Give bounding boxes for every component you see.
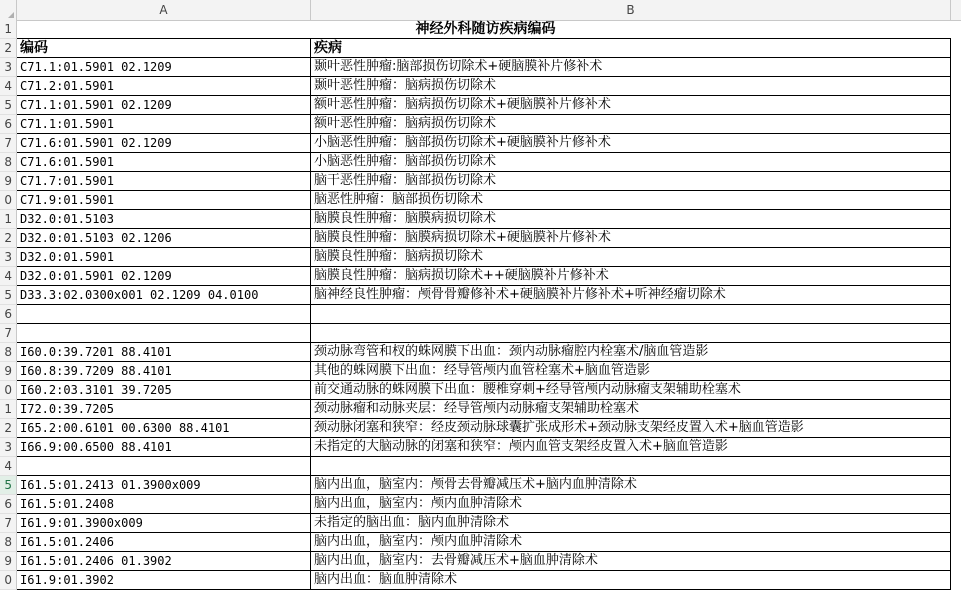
disease-header-cell[interactable]: 疾病: [311, 39, 951, 58]
cell-grid: [0, 20, 961, 590]
row-header[interactable]: 5: [0, 96, 17, 115]
disease-cell[interactable]: 未指定的大脑动脉的闭塞和狭窄：颅内血管支架经皮置入术+脑血管造影: [311, 438, 951, 457]
disease-cell[interactable]: 脑内出血，脑室内：颅内血肿清除术: [311, 495, 951, 514]
disease-cell[interactable]: 脑神经良性肿瘤：颅骨骨瓣修补术+硬脑膜补片修补术+听神经瘤切除术: [311, 286, 951, 305]
disease-cell[interactable]: 脑内出血，脑室内：颅骨去骨瓣减压术+脑内血肿清除术: [311, 476, 951, 495]
code-cell[interactable]: I61.9:01.3902: [17, 571, 311, 590]
table-row: [0, 77, 961, 96]
row-header[interactable]: 9: [0, 172, 17, 191]
code-cell[interactable]: C71.2:01.5901: [17, 77, 311, 96]
code-cell[interactable]: C71.6:01.5901 02.1209: [17, 134, 311, 153]
disease-cell[interactable]: 未指定的脑出血：脑内血肿清除术: [311, 514, 951, 533]
row-header[interactable]: 7: [0, 324, 17, 343]
row-header[interactable]: 9: [0, 552, 17, 571]
code-cell[interactable]: I61.5:01.2408: [17, 495, 311, 514]
disease-cell[interactable]: [311, 305, 951, 324]
row-header[interactable]: 1: [0, 210, 17, 229]
row-header[interactable]: 0: [0, 191, 17, 210]
disease-cell[interactable]: 脑膜良性肿瘤：脑膜病损切除术: [311, 210, 951, 229]
table-row: [0, 153, 961, 172]
code-cell[interactable]: I65.2:00.6101 00.6300 88.4101: [17, 419, 311, 438]
row-header[interactable]: 2: [0, 39, 17, 58]
disease-cell[interactable]: 脑干恶性肿瘤：脑部损伤切除术: [311, 172, 951, 191]
code-cell[interactable]: C71.1:01.5901 02.1209: [17, 96, 311, 115]
table-row: [0, 172, 961, 191]
row-header[interactable]: 4: [0, 457, 17, 476]
column-header-a[interactable]: A: [17, 0, 311, 20]
code-cell[interactable]: D32.0:01.5901: [17, 248, 311, 267]
select-all-corner[interactable]: [0, 0, 17, 20]
code-cell[interactable]: I66.9:00.6500 88.4101: [17, 438, 311, 457]
disease-cell[interactable]: 额叶恶性肿瘤：脑病损伤切除术+硬脑膜补片修补术: [311, 96, 951, 115]
disease-cell[interactable]: 颈动脉弯管和杈的蛛网膜下出血：颈内动脉瘤腔内栓塞术/脑血管造影: [311, 343, 951, 362]
row-header[interactable]: 1: [0, 400, 17, 419]
code-cell[interactable]: I61.5:01.2406: [17, 533, 311, 552]
table-row: [0, 381, 961, 400]
disease-cell[interactable]: 脑内出血，脑室内：颅内血肿清除术: [311, 533, 951, 552]
code-cell[interactable]: I60.2:03.3101 39.7205: [17, 381, 311, 400]
table-row: [0, 419, 961, 438]
code-cell[interactable]: C71.1:01.5901 02.1209: [17, 58, 311, 77]
code-cell[interactable]: I60.8:39.7209 88.4101: [17, 362, 311, 381]
disease-cell[interactable]: 颈动脉闭塞和狭窄：经皮颈动脉球囊扩张成形术+颈动脉支架经皮置入术+脑血管造影: [311, 419, 951, 438]
row-header[interactable]: 0: [0, 381, 17, 400]
row-header[interactable]: 8: [0, 153, 17, 172]
code-cell[interactable]: [17, 457, 311, 476]
row-header[interactable]: 6: [0, 305, 17, 324]
table-row: [0, 457, 961, 476]
row-header[interactable]: 9: [0, 362, 17, 381]
disease-cell[interactable]: 脑膜良性肿瘤：脑病损切除术++硬脑膜补片修补术: [311, 267, 951, 286]
sheet-row: [0, 20, 961, 39]
row-header[interactable]: 8: [0, 343, 17, 362]
table-row: [0, 305, 961, 324]
table-row: [0, 400, 961, 419]
table-row: [0, 286, 961, 305]
row-header[interactable]: 2: [0, 229, 17, 248]
disease-cell[interactable]: 脑内出血：脑血肿清除术: [311, 571, 951, 590]
row-header[interactable]: 3: [0, 438, 17, 457]
table-row: [0, 96, 961, 115]
table-row: [0, 134, 961, 153]
row-header[interactable]: 7: [0, 134, 17, 153]
row-header[interactable]: 3: [0, 58, 17, 77]
table-row: [0, 210, 961, 229]
disease-cell[interactable]: 其他的蛛网膜下出血：经导管颅内血管栓塞术+脑血管造影: [311, 362, 951, 381]
sheet-title-cell[interactable]: 神经外科随访疾病编码: [17, 20, 951, 39]
code-cell[interactable]: D32.0:01.5103 02.1206: [17, 229, 311, 248]
disease-cell[interactable]: 脑内出血，脑室内：去骨瓣减压术+脑血肿清除术: [311, 552, 951, 571]
table-row: [0, 343, 961, 362]
row-header[interactable]: 3: [0, 248, 17, 267]
code-cell[interactable]: D32.0:01.5103: [17, 210, 311, 229]
sheet-row: [0, 39, 961, 58]
code-cell[interactable]: C71.9:01.5901: [17, 191, 311, 210]
row-header[interactable]: 8: [0, 533, 17, 552]
disease-cell[interactable]: 前交通动脉的蛛网膜下出血：腰椎穿刺+经导管颅内动脉瘤支架辅助栓塞术: [311, 381, 951, 400]
table-row: [0, 229, 961, 248]
column-header-bar: [0, 0, 961, 21]
code-cell[interactable]: I61.5:01.2413 01.3900x009: [17, 476, 311, 495]
table-row: [0, 533, 961, 552]
row-header[interactable]: 5: [0, 286, 17, 305]
select-all-icon: [8, 12, 14, 18]
disease-cell[interactable]: 脑膜良性肿瘤：脑膜病损切除术+硬脑膜补片修补术: [311, 229, 951, 248]
row-header[interactable]: 5: [0, 476, 17, 495]
row-header[interactable]: 7: [0, 514, 17, 533]
row-header[interactable]: 6: [0, 115, 17, 134]
table-row: [0, 115, 961, 134]
table-row: [0, 514, 961, 533]
table-row: [0, 495, 961, 514]
table-row: [0, 438, 961, 457]
table-row: [0, 362, 961, 381]
table-row: [0, 191, 961, 210]
table-row: [0, 58, 961, 77]
row-header[interactable]: 0: [0, 571, 17, 590]
disease-cell[interactable]: 颞叶恶性肿瘤：脑病损伤切除术: [311, 77, 951, 96]
code-cell[interactable]: D32.0:01.5901 02.1209: [17, 267, 311, 286]
code-cell[interactable]: I60.0:39.7201 88.4101: [17, 343, 311, 362]
disease-cell[interactable]: 额叶恶性肿瘤：脑病损伤切除术: [311, 115, 951, 134]
table-row: [0, 476, 961, 495]
code-cell[interactable]: I61.9:01.3900x009: [17, 514, 311, 533]
disease-cell[interactable]: 小脑恶性肿瘤：脑部损伤切除术+硬脑膜补片修补术: [311, 134, 951, 153]
code-cell[interactable]: C71.6:01.5901: [17, 153, 311, 172]
disease-cell[interactable]: 颞叶恶性肿瘤:脑部损伤切除术+硬脑膜补片修补术: [311, 58, 951, 77]
table-row: [0, 552, 961, 571]
table-row: [0, 248, 961, 267]
disease-cell[interactable]: [311, 457, 951, 476]
code-cell[interactable]: D33.3:02.0300x001 02.1209 04.0100: [17, 286, 311, 305]
table-row: [0, 324, 961, 343]
disease-cell[interactable]: 小脑恶性肿瘤：脑部损伤切除术: [311, 153, 951, 172]
table-row: [0, 267, 961, 286]
row-header[interactable]: 6: [0, 495, 17, 514]
table-row: [0, 571, 961, 590]
row-header[interactable]: 2: [0, 419, 17, 438]
code-header-cell[interactable]: 编码: [17, 39, 311, 58]
code-cell[interactable]: I61.5:01.2406 01.3902: [17, 552, 311, 571]
code-cell[interactable]: I72.0:39.7205: [17, 400, 311, 419]
code-cell[interactable]: [17, 305, 311, 324]
disease-cell[interactable]: [311, 324, 951, 343]
column-header-b[interactable]: B: [311, 0, 951, 20]
row-header[interactable]: 4: [0, 77, 17, 96]
code-cell[interactable]: C71.7:01.5901: [17, 172, 311, 191]
disease-cell[interactable]: 脑膜良性肿瘤：脑病损切除术: [311, 248, 951, 267]
code-cell[interactable]: [17, 324, 311, 343]
code-cell[interactable]: C71.1:01.5901: [17, 115, 311, 134]
disease-cell[interactable]: 脑恶性肿瘤：脑部损伤切除术: [311, 191, 951, 210]
disease-cell[interactable]: 颈动脉瘤和动脉夹层：经导管颅内动脉瘤支架辅助栓塞术: [311, 400, 951, 419]
row-header[interactable]: 1: [0, 20, 17, 39]
row-header[interactable]: 4: [0, 267, 17, 286]
